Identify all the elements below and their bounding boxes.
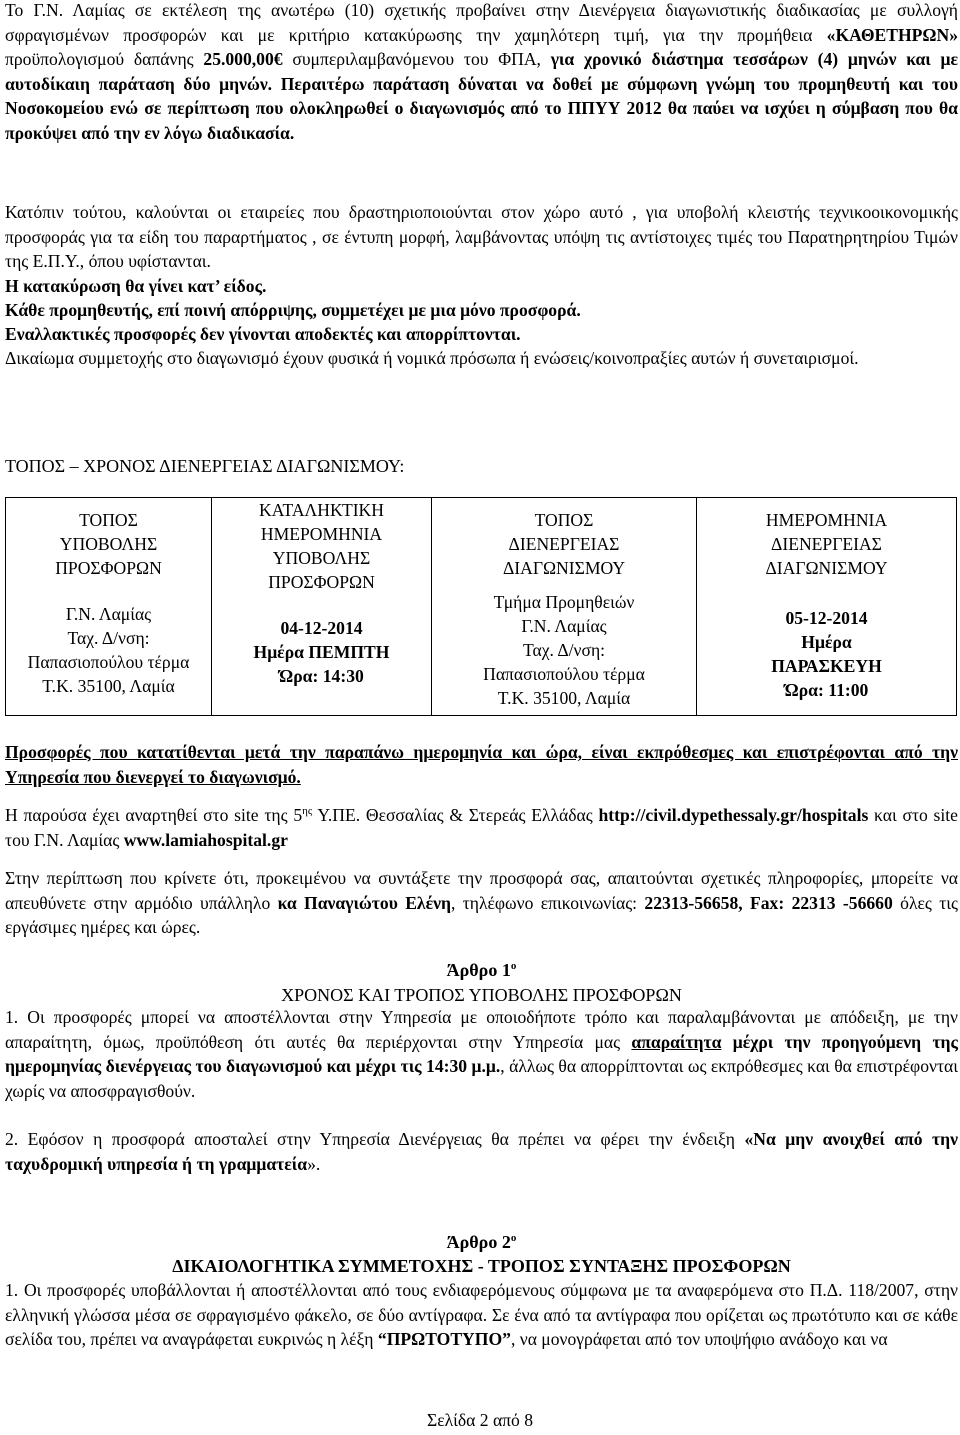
table-row	[6, 498, 957, 716]
invite-paragraph: Κατόπιν τούτου, καλούνται οι εταιρείες που δραστηριοποιούνται στον χώρο αυτό , για υποβολή κλειστής τεχνικοοικονομικής προσφοράς για τα είδη του παραρτήματος , σε έντυπη μορφή, λαμβάνοντας υπόψη τις αντίστοιχες τιμές του Παρατηρητηρίου Τιμών της Ε.Π.Υ., όπου υφίστανται.	[5, 202, 958, 272]
intro-vat: συμπεριλαμβανόμενου του ΦΠΑ,	[282, 49, 551, 70]
cell-submission-place: ΤΟΠΟΣ ΥΠΟΒΟΛΗΣ ΠΡΟΣΦΟΡΩΝ Γ.Ν. Λαμίας Ταχ. Δ/νση: Παπασιοπούλου τέρμα Τ.Κ. 35100, Λαμία	[6, 498, 212, 716]
intro-budget-amount: 25.000,00€	[203, 49, 283, 70]
dypethessaly-link[interactable]: http://civil.dypethessaly.gr/hospitals	[598, 805, 869, 825]
article1-paragraph2: 2. Εφόσον η προσφορά αποσταλεί στην Υπηρεσία Διενέργειας θα πρέπει να φέρει την ένδειξη «Να μην ανοιχθεί από την ταχυδρομική υπηρεσία ή τη γραμματεία».	[5, 1129, 958, 1174]
cell-contest-place: ΤΟΠΟΣ ΔΙΕΝΕΡΓΕΙΑΣ ΔΙΑΓΩΝΙΣΜΟΥ Τμήμα Προμηθειών Γ.Ν. Λαμίας Ταχ. Δ/νση: Παπασιοπούλου τέρμα Τ.Κ. 35100, Λαμία	[432, 498, 697, 716]
intro-product: «ΚΑΘΕΤΗΡΩΝ»	[826, 24, 958, 45]
contact-person: κα Παναγιώτου Ελένη	[277, 892, 451, 913]
lamiahospital-link[interactable]: www.lamiahospital.gr	[123, 829, 288, 850]
rule-one-offer: Κάθε προμηθευτής, επί ποινή απόρριψης, συμμετέχει με μια μόνο προσφορά.	[5, 300, 581, 320]
article2-title: ΔΙΚΑΙΟΛΟΓΗΤΙΚΑ ΣΥΜΜΕΤΟΧΗΣ - ΤΡΟΠΟΣ ΣΥΝΤΑΞΗΣ ΠΡΟΣΦΟΡΩΝ	[172, 1256, 791, 1276]
intro-duration: για χρονικό διάστημα τεσσάρων (4) μηνών και με αυτοδίκαιη παράταση δύο μηνών. Περαιτέρω παράταση δύναται να δοθεί με σύμφωνη γνώμη του προμηθευτή και του Νοσοκομείου ενώ σε περίπτωση που ολοκληρωθεί ο διαγωνισμός από το ΠΠΥΥ 2012 θα παύει να ισχύει η σύμβαση που θα προκύψει από την εν λόγω διαδικασία.	[5, 49, 959, 143]
article1-label: Άρθρο $1^o$	[446, 960, 517, 980]
intro-budget-label: προϋπολογισμού δαπάνης	[5, 49, 204, 70]
article2-label: Άρθρο $2^o$	[446, 1232, 517, 1252]
intro-paragraph	[5, 0, 958, 146]
rule-per-item: Η κατακύρωση θα γίνει κατ’ είδος.	[5, 276, 267, 296]
rule-participation: Δικαίωμα συμμετοχής στο διαγωνισμό έχουν φυσικά ή νομικά πρόσωπα ή ενώσεις/κοινοπραξίες αυτών ή συνεταιρισμοί.	[5, 348, 859, 368]
contact-paragraph: Στην περίπτωση που κρίνετε ότι, προκειμένου να συντάξετε την προσφορά σας, απαιτούνται σχετικές πληροφορίες, μπορείτε να απευθύνετε στην αρμόδιο υπάλληλο κα Παναγιώτου Ελένη, τηλέφωνο επικοινωνίας: 22313-56658, Fax: 22313 -56660 όλες τις εργάσιμες ημέρες και ώρες.	[5, 868, 958, 938]
article1-title: ΧΡΟΝΟΣ ΚΑΙ ΤΡΟΠΟΣ ΥΠΟΒΟΛΗΣ ΠΡΟΣΦΟΡΩΝ	[281, 985, 682, 1005]
contact-phone: 22313-56658, Fax: 22313 -56660	[644, 892, 893, 913]
cell-contest-date: ΗΜΕΡΟΜΗΝΙΑ ΔΙΕΝΕΡΓΕΙΑΣ ΔΙΑΓΩΝΙΣΜΟΥ 05-12-2014 Ημέρα ΠΑΡΑΣΚΕΥΗ Ώρα: 11:00	[697, 498, 957, 716]
schedule-table	[5, 497, 957, 716]
intro-text: Το Γ.Ν. Λαμίας σε εκτέλεση της ανωτέρω (10) σχετικής προβαίνει στην Διενέργεια διαγωνιστικής διαδικασίας με συλλογή σφραγισμένων προσφορών και με κριτήριο κατακύρωσης την χαμηλότερη τιμή, για την προμήθεια	[5, 0, 958, 45]
posted-paragraph: Η παρούσα έχει αναρτηθεί στο site της $5^{\eta\varsigma}$ Υ.ΠΕ. Θεσσαλίας & Στερεάς Ελλάδας http://civil.dypethessaly.gr/hospitals και στο site του Γ.Ν. Λαμίας www.lamiahospital.gr	[5, 805, 958, 850]
late-offers-notice: Προσφορές που κατατίθενται μετά την παραπάνω ημερομηνία και ώρα, είναι εκπρόθεσμες και επιστρέφονται από την Υπηρεσία που διενεργεί το διαγωνισμό.	[5, 742, 958, 787]
cell-submission-deadline: ΚΑΤΑΛΗΚΤΙΚΗ ΗΜΕΡΟΜΗΝΙΑ ΥΠΟΒΟΛΗΣ ΠΡΟΣΦΟΡΩΝ 04-12-2014 Ημέρα ΠΕΜΠΤΗ Ώρα: 14:30	[212, 498, 432, 716]
article2-paragraph1: 1. Οι προσφορές υποβάλλονται ή αποστέλλονται από τους ενδιαφερόμενους σύμφωνα με τα αναφερόμενα στο Π.Δ. 118/2007, στην ελληνική γλώσσα μέσα σε σφραγισμένο φάκελο, σε δύο αντίγραφα. Σε ένα από τα αντίγραφα που ορίζεται ως πρωτότυπο και σε κάθε σελίδα του, πρέπει να αναγράφεται ευκρινώς η λέξη “ΠΡΩΤΟΤΥΠΟ”, να μονογράφεται από τον υποψήφιο ανάδοχο και να	[5, 1280, 958, 1350]
page-number: Σελίδα 2 από 8	[426, 1410, 534, 1430]
rule-no-alternatives: Εναλλακτικές προσφορές δεν γίνονται αποδεκτές και απορρίπτονται.	[5, 324, 521, 344]
article1-paragraph1: 1. Οι προσφορές μπορεί να αποστέλλονται στην Υπηρεσία με οποιοδήποτε τρόπο και παραλαμβάνονται με απόδειξη, με την απαραίτητη, όμως, προϋπόθεση ότι αυτές θα περιέρχονται στην Υπηρεσία μας απαραίτητα μέχρι την προηγούμενη της ημερομηνίας διενέργειας του διαγωνισμού και μέχρι τις 14:30 μ.μ., άλλως θα απορρίπτονται ως εκπρόθεσμες και θα επιστρέφονται χωρίς να αποσφραγισθούν.	[5, 1007, 958, 1101]
table-title: ΤΟΠΟΣ – ΧΡΟΝΟΣ ΔΙΕΝΕΡΓΕΙΑΣ ΔΙΑΓΩΝΙΣΜΟΥ:	[5, 456, 405, 476]
